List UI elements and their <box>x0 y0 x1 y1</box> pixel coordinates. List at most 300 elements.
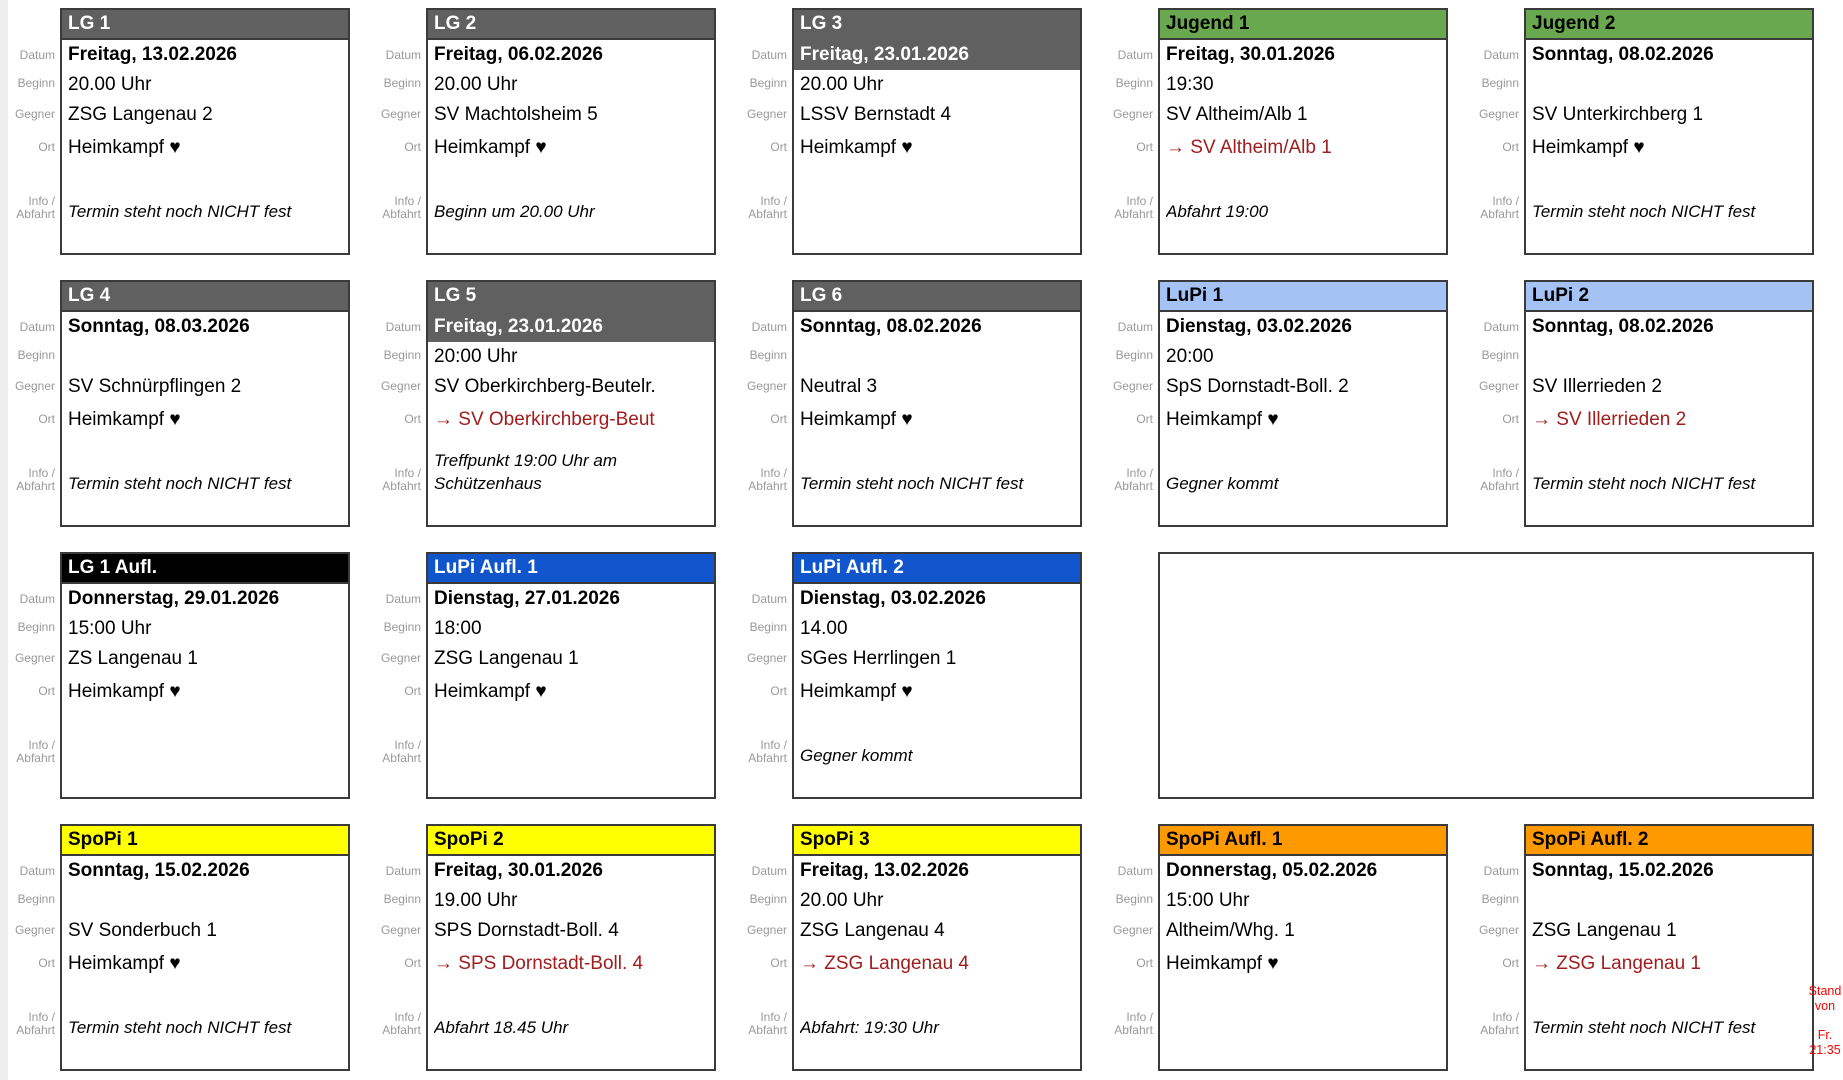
match-card <box>60 8 350 255</box>
label-datum: Datum <box>19 320 55 334</box>
label-datum: Datum <box>385 864 421 878</box>
match-date: Dienstag, 27.01.2026 <box>434 588 620 609</box>
label-gegner: Gegner <box>14 107 55 121</box>
label-datum: Datum <box>1117 864 1153 878</box>
match-location: Heimkampf ♥ <box>434 681 547 702</box>
label-info-abfahrt <box>748 1011 792 1037</box>
label-info-line1: Info / <box>28 466 55 480</box>
label-info-line2: Abfahrt <box>748 1023 787 1037</box>
label-info-abfahrt <box>1114 1011 1158 1037</box>
match-time: 20.00 Uhr <box>434 74 518 95</box>
label-info-abfahrt <box>1480 195 1524 221</box>
label-info-line1: Info / <box>394 194 421 208</box>
match-info: Treffpunkt 19:00 Uhr am Schützenhaus <box>434 451 617 493</box>
label-info-line2: Abfahrt <box>748 207 787 221</box>
match-card <box>60 824 350 1071</box>
match-time: 18:00 <box>434 618 482 639</box>
label-gegner: Gegner <box>380 651 421 665</box>
label-info-line1: Info / <box>1492 466 1519 480</box>
home-heart-icon: ♥ <box>901 409 913 430</box>
match-opponent: SV Sonderbuch 1 <box>68 920 217 941</box>
label-info-abfahrt <box>16 467 60 493</box>
label-gegner: Gegner <box>380 379 421 393</box>
away-arrow-icon: → <box>434 409 453 430</box>
label-header-spacer <box>740 552 792 582</box>
match-slot <box>8 552 374 799</box>
label-beginn: Beginn <box>749 892 787 906</box>
label-info-abfahrt <box>1114 467 1158 493</box>
match-location: Heimkampf ♥ <box>68 953 181 974</box>
label-info-line1: Info / <box>1492 194 1519 208</box>
label-datum: Datum <box>19 48 55 62</box>
label-info-line1: Info / <box>760 194 787 208</box>
label-info-line2: Abfahrt <box>382 751 421 765</box>
label-info-abfahrt <box>16 739 60 765</box>
label-beginn: Beginn <box>383 892 421 906</box>
label-info-line2: Abfahrt <box>382 479 421 493</box>
label-info-line2: Abfahrt <box>1114 207 1153 221</box>
row-label-gutter <box>8 824 60 1071</box>
label-info-line2: Abfahrt <box>1114 479 1153 493</box>
match-card <box>792 8 1082 255</box>
match-card <box>426 552 716 799</box>
match-info: Gegner kommt <box>800 746 913 765</box>
match-location: Heimkampf ♥ <box>1166 409 1279 430</box>
label-gegner: Gegner <box>14 379 55 393</box>
match-info: Termin steht noch NICHT fest <box>1532 474 1756 493</box>
label-ort: Ort <box>770 140 787 154</box>
match-info: Termin steht noch NICHT fest <box>1532 202 1756 221</box>
label-header-spacer <box>374 8 426 38</box>
label-ort: Ort <box>404 412 421 426</box>
label-gegner: Gegner <box>1478 107 1519 121</box>
label-datum: Datum <box>385 48 421 62</box>
label-info-line2: Abfahrt <box>748 751 787 765</box>
match-time <box>62 342 348 371</box>
away-arrow-icon: → <box>1532 409 1551 430</box>
label-header-spacer <box>1106 8 1158 38</box>
label-info-abfahrt <box>1480 467 1524 493</box>
match-date: Sonntag, 08.02.2026 <box>1532 316 1714 337</box>
team-title: LuPi 1 <box>1160 282 1446 312</box>
home-heart-icon: ♥ <box>901 137 913 158</box>
label-beginn: Beginn <box>17 620 55 634</box>
match-slot <box>1106 8 1472 255</box>
label-ort: Ort <box>38 140 55 154</box>
row-label-gutter <box>740 8 792 255</box>
label-info-line2: Abfahrt <box>1480 479 1519 493</box>
match-card <box>1158 8 1448 255</box>
match-slot <box>374 280 740 527</box>
label-beginn: Beginn <box>749 348 787 362</box>
match-opponent: SV Unterkirchberg 1 <box>1532 104 1704 125</box>
home-heart-icon: ♥ <box>1267 953 1279 974</box>
team-title: LG 4 <box>62 282 348 312</box>
match-card <box>1158 824 1448 1071</box>
home-heart-icon: ♥ <box>535 681 547 702</box>
match-date: Dienstag, 03.02.2026 <box>1166 316 1352 337</box>
match-slot <box>740 8 1106 255</box>
label-beginn: Beginn <box>17 76 55 90</box>
label-header-spacer <box>374 824 426 854</box>
label-beginn: Beginn <box>383 348 421 362</box>
match-location: Heimkampf ♥ <box>1532 137 1645 158</box>
label-datum: Datum <box>1483 864 1519 878</box>
match-slot <box>8 824 374 1071</box>
match-slot <box>8 8 374 255</box>
match-date: Freitag, 23.01.2026 <box>428 312 714 342</box>
match-time <box>62 886 348 915</box>
team-title: SpoPi 3 <box>794 826 1080 856</box>
match-location: → SPS Dornstadt-Boll. 4 <box>434 953 644 974</box>
label-info-abfahrt <box>382 195 426 221</box>
match-info: Abfahrt: 19:30 Uhr <box>800 1018 939 1037</box>
label-ort: Ort <box>38 956 55 970</box>
label-info-abfahrt <box>16 1011 60 1037</box>
match-location: Heimkampf ♥ <box>800 137 913 158</box>
label-beginn: Beginn <box>1481 348 1519 362</box>
label-header-spacer <box>1472 8 1524 38</box>
label-info-line1: Info / <box>28 738 55 752</box>
label-gegner: Gegner <box>746 107 787 121</box>
match-time <box>794 342 1080 371</box>
away-arrow-icon: → <box>1166 137 1185 158</box>
match-location: Heimkampf ♥ <box>1166 953 1279 974</box>
match-opponent: ZSG Langenau 4 <box>800 920 945 941</box>
label-beginn: Beginn <box>749 76 787 90</box>
team-title: LG 2 <box>428 10 714 40</box>
match-slot <box>1106 280 1472 527</box>
home-heart-icon: ♥ <box>169 681 181 702</box>
team-title: Jugend 2 <box>1526 10 1812 40</box>
match-location: Heimkampf ♥ <box>68 681 181 702</box>
label-gegner: Gegner <box>1478 379 1519 393</box>
last-updated-line: Stand <box>1808 984 1842 998</box>
label-info-abfahrt <box>1114 195 1158 221</box>
last-updated-line: Fr. <box>1817 1028 1833 1042</box>
empty-card-box <box>1158 552 1814 799</box>
row-label-gutter <box>1472 280 1524 527</box>
match-opponent: ZSG Langenau 2 <box>68 104 213 125</box>
label-header-spacer <box>1106 280 1158 310</box>
match-info: Abfahrt 18.45 Uhr <box>434 1018 569 1037</box>
label-info-abfahrt <box>16 195 60 221</box>
match-opponent: ZSG Langenau 1 <box>1532 920 1677 941</box>
label-info-line2: Abfahrt <box>382 207 421 221</box>
match-date: Sonntag, 08.03.2026 <box>68 316 250 337</box>
label-datum: Datum <box>385 320 421 334</box>
label-datum: Datum <box>19 592 55 606</box>
label-gegner: Gegner <box>746 379 787 393</box>
match-time <box>1526 886 1812 915</box>
label-beginn: Beginn <box>1481 892 1519 906</box>
label-info-line1: Info / <box>760 1010 787 1024</box>
label-info-line2: Abfahrt <box>382 1023 421 1037</box>
label-header-spacer <box>740 280 792 310</box>
match-info: Beginn um 20.00 Uhr <box>434 202 595 221</box>
match-opponent: LSSV Bernstadt 4 <box>800 104 952 125</box>
label-info-line1: Info / <box>394 1010 421 1024</box>
home-heart-icon: ♥ <box>1267 409 1279 430</box>
label-gegner: Gegner <box>14 923 55 937</box>
match-info: Termin steht noch NICHT fest <box>68 474 292 493</box>
match-time <box>1526 342 1812 371</box>
match-opponent: SV Schnürpflingen 2 <box>68 376 242 397</box>
match-card-grid <box>8 8 1838 1071</box>
label-info-line2: Abfahrt <box>16 751 55 765</box>
team-title: LuPi Aufl. 1 <box>428 554 714 584</box>
match-card <box>792 280 1082 527</box>
row-label-gutter <box>8 8 60 255</box>
away-arrow-icon: → <box>800 953 819 974</box>
label-ort: Ort <box>38 412 55 426</box>
label-ort: Ort <box>404 684 421 698</box>
match-opponent: SV Oberkirchberg-Beutelr. <box>434 376 656 397</box>
match-date: Freitag, 13.02.2026 <box>800 860 969 881</box>
home-heart-icon: ♥ <box>901 681 913 702</box>
label-ort: Ort <box>1136 140 1153 154</box>
match-slot <box>740 552 1106 799</box>
label-gegner: Gegner <box>380 923 421 937</box>
match-time: 20:00 Uhr <box>434 346 518 367</box>
match-card <box>792 552 1082 799</box>
team-title: LuPi Aufl. 2 <box>794 554 1080 584</box>
label-info-abfahrt <box>748 467 792 493</box>
team-title: SpoPi 1 <box>62 826 348 856</box>
label-datum: Datum <box>385 592 421 606</box>
label-ort: Ort <box>1502 956 1519 970</box>
match-date: Freitag, 30.01.2026 <box>1166 44 1335 65</box>
match-card <box>1524 280 1814 527</box>
match-location: → ZSG Langenau 4 <box>800 953 969 974</box>
label-info-line1: Info / <box>28 194 55 208</box>
label-header-spacer <box>1472 280 1524 310</box>
row-label-gutter <box>740 824 792 1071</box>
label-ort: Ort <box>770 684 787 698</box>
label-gegner: Gegner <box>1478 923 1519 937</box>
match-info: Gegner kommt <box>1166 474 1279 493</box>
row-label-gutter <box>1106 280 1158 527</box>
match-date: Sonntag, 15.02.2026 <box>1532 860 1714 881</box>
label-info-abfahrt <box>748 739 792 765</box>
match-opponent: ZS Langenau 1 <box>68 648 198 669</box>
label-info-line1: Info / <box>394 466 421 480</box>
team-title: LuPi 2 <box>1526 282 1812 312</box>
label-beginn: Beginn <box>1115 76 1153 90</box>
schedule-board <box>8 8 1838 1071</box>
home-heart-icon: ♥ <box>1633 137 1645 158</box>
label-info-line1: Info / <box>1126 466 1153 480</box>
team-title: LG 5 <box>428 282 714 312</box>
row-label-gutter <box>1472 8 1524 255</box>
label-info-line2: Abfahrt <box>748 479 787 493</box>
label-info-line1: Info / <box>760 738 787 752</box>
label-info-line1: Info / <box>1492 1010 1519 1024</box>
home-heart-icon: ♥ <box>169 137 181 158</box>
row-label-gutter <box>8 280 60 527</box>
match-date: Freitag, 23.01.2026 <box>794 40 1080 70</box>
label-beginn: Beginn <box>17 348 55 362</box>
match-slot <box>1472 280 1838 527</box>
match-slot <box>374 824 740 1071</box>
home-heart-icon: ♥ <box>169 953 181 974</box>
match-info: Abfahrt 19:00 <box>1166 202 1269 221</box>
label-header-spacer <box>8 8 60 38</box>
match-opponent: ZSG Langenau 1 <box>434 648 579 669</box>
label-gegner: Gegner <box>14 651 55 665</box>
label-datum: Datum <box>751 592 787 606</box>
home-heart-icon: ♥ <box>169 409 181 430</box>
label-info-line2: Abfahrt <box>16 207 55 221</box>
match-date: Sonntag, 08.02.2026 <box>1532 44 1714 65</box>
match-slot <box>8 280 374 527</box>
label-info-line1: Info / <box>1126 1010 1153 1024</box>
label-info-line1: Info / <box>760 466 787 480</box>
match-info: Termin steht noch NICHT fest <box>800 474 1024 493</box>
away-arrow-icon: → <box>1532 953 1551 974</box>
row-label-gutter <box>374 552 426 799</box>
label-info-abfahrt <box>1480 1011 1524 1037</box>
row-label-gutter <box>1106 8 1158 255</box>
row-label-gutter <box>8 552 60 799</box>
match-date: Donnerstag, 05.02.2026 <box>1166 860 1378 881</box>
match-card <box>792 824 1082 1071</box>
match-slot <box>1472 824 1838 1071</box>
label-gegner: Gegner <box>1112 379 1153 393</box>
match-time: 14.00 <box>800 618 848 639</box>
match-location: Heimkampf ♥ <box>800 409 913 430</box>
label-header-spacer <box>1106 824 1158 854</box>
match-date: Freitag, 06.02.2026 <box>434 44 603 65</box>
team-title: LG 3 <box>794 10 1080 40</box>
team-title: LG 1 <box>62 10 348 40</box>
match-location: → SV Oberkirchberg-Beut <box>434 409 655 430</box>
label-ort: Ort <box>770 956 787 970</box>
match-info: Termin steht noch NICHT fest <box>68 202 292 221</box>
label-datum: Datum <box>751 48 787 62</box>
match-location: Heimkampf ♥ <box>800 681 913 702</box>
label-beginn: Beginn <box>749 620 787 634</box>
row-label-gutter <box>374 824 426 1071</box>
label-datum: Datum <box>1483 48 1519 62</box>
team-title: LG 1 Aufl. <box>62 554 348 584</box>
match-date: Dienstag, 03.02.2026 <box>800 588 986 609</box>
match-date: Donnerstag, 29.01.2026 <box>68 588 280 609</box>
label-header-spacer <box>374 552 426 582</box>
match-time: 20.00 Uhr <box>68 74 152 95</box>
match-card <box>426 280 716 527</box>
last-updated-note <box>1808 984 1842 1058</box>
label-gegner: Gegner <box>1112 923 1153 937</box>
row-label-gutter <box>1472 824 1524 1071</box>
label-beginn: Beginn <box>383 620 421 634</box>
match-info: Termin steht noch NICHT fest <box>68 1018 292 1037</box>
label-ort: Ort <box>1136 412 1153 426</box>
label-ort: Ort <box>1502 412 1519 426</box>
match-slot <box>1472 8 1838 255</box>
match-time: 20.00 Uhr <box>800 890 884 911</box>
label-gegner: Gegner <box>746 923 787 937</box>
match-date: Freitag, 13.02.2026 <box>68 44 237 65</box>
label-ort: Ort <box>770 412 787 426</box>
match-location: Heimkampf ♥ <box>68 409 181 430</box>
label-datum: Datum <box>19 864 55 878</box>
label-ort: Ort <box>404 140 421 154</box>
label-header-spacer <box>1472 824 1524 854</box>
match-date: Sonntag, 15.02.2026 <box>68 860 250 881</box>
label-header-spacer <box>8 824 60 854</box>
label-header-spacer <box>740 824 792 854</box>
label-info-abfahrt <box>382 1011 426 1037</box>
label-datum: Datum <box>751 320 787 334</box>
label-info-line2: Abfahrt <box>1480 207 1519 221</box>
label-info-line2: Abfahrt <box>16 1023 55 1037</box>
label-info-line2: Abfahrt <box>16 479 55 493</box>
label-datum: Datum <box>1117 320 1153 334</box>
label-ort: Ort <box>404 956 421 970</box>
match-opponent: SGes Herrlingen 1 <box>800 648 957 669</box>
label-gegner: Gegner <box>380 107 421 121</box>
label-header-spacer <box>374 280 426 310</box>
match-slot <box>374 552 740 799</box>
match-slot <box>1106 824 1472 1071</box>
match-opponent: Neutral 3 <box>800 376 878 397</box>
match-date: Freitag, 30.01.2026 <box>434 860 603 881</box>
match-slot <box>740 824 1106 1071</box>
team-title: Jugend 1 <box>1160 10 1446 40</box>
label-datum: Datum <box>1483 320 1519 334</box>
match-card <box>1158 280 1448 527</box>
label-gegner: Gegner <box>1112 107 1153 121</box>
team-title: SpoPi 2 <box>428 826 714 856</box>
label-datum: Datum <box>1117 48 1153 62</box>
match-card <box>1524 824 1814 1071</box>
match-opponent: Altheim/Whg. 1 <box>1166 920 1295 941</box>
last-updated-line: 21:35 <box>1809 1043 1841 1057</box>
match-opponent: SV Illerrieden 2 <box>1532 376 1662 397</box>
label-info-abfahrt <box>382 467 426 493</box>
label-header-spacer <box>740 8 792 38</box>
label-beginn: Beginn <box>383 76 421 90</box>
match-slot <box>374 8 740 255</box>
match-opponent: SV Machtolsheim 5 <box>434 104 598 125</box>
match-location: → SV Altheim/Alb 1 <box>1166 137 1332 158</box>
label-ort: Ort <box>1136 956 1153 970</box>
away-arrow-icon: → <box>434 953 453 974</box>
match-card <box>60 552 350 799</box>
match-time: 19:30 <box>1166 74 1214 95</box>
label-beginn: Beginn <box>1481 76 1519 90</box>
label-info-abfahrt <box>382 739 426 765</box>
label-info-line1: Info / <box>394 738 421 752</box>
label-beginn: Beginn <box>1115 892 1153 906</box>
row-label-gutter <box>374 280 426 527</box>
team-title: SpoPi Aufl. 2 <box>1526 826 1812 856</box>
match-opponent: SpS Dornstadt-Boll. 2 <box>1166 376 1349 397</box>
match-card <box>426 8 716 255</box>
match-slot <box>740 280 1106 527</box>
label-info-line1: Info / <box>1126 194 1153 208</box>
label-gegner: Gegner <box>746 651 787 665</box>
match-card <box>426 824 716 1071</box>
match-time: 15:00 Uhr <box>68 618 152 639</box>
match-location: → ZSG Langenau 1 <box>1532 953 1701 974</box>
label-info-line2: Abfahrt <box>1114 1023 1153 1037</box>
match-time <box>1526 70 1812 99</box>
label-ort: Ort <box>38 684 55 698</box>
label-beginn: Beginn <box>1115 348 1153 362</box>
match-opponent: SV Altheim/Alb 1 <box>1166 104 1308 125</box>
